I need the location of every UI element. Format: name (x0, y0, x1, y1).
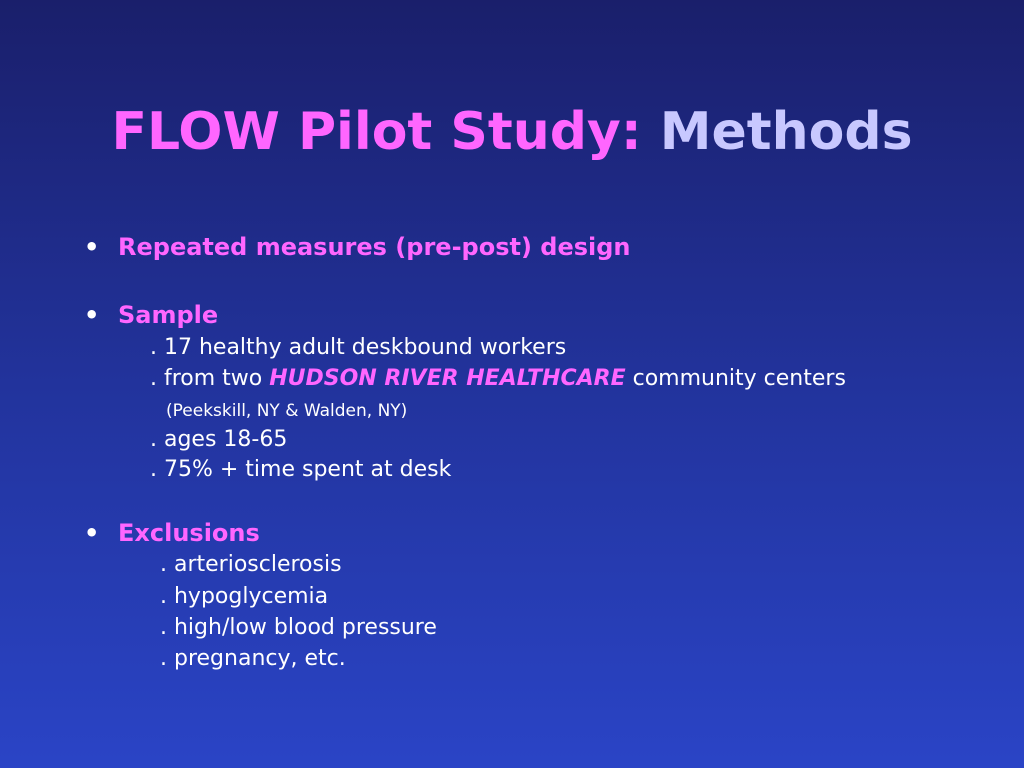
title-sub: Methods (659, 102, 913, 162)
bullet-sample-label: Sample (118, 301, 219, 329)
sample-item-desk-time: . 75% + time spent at desk (150, 457, 452, 482)
sample-locations: (Peekskill, NY & Walden, NY) (166, 401, 408, 421)
slide-title (0, 96, 1024, 168)
org-name: HUDSON RIVER HEALTHCARE (269, 366, 626, 391)
exclusion-item-blood-pressure: . high/low blood pressure (160, 615, 437, 640)
sample-from-two: . from two (150, 366, 263, 391)
exclusion-item-pregnancy: . pregnancy, etc. (160, 646, 346, 671)
sample-item-centers (150, 364, 846, 394)
bullet-dot: • (84, 233, 100, 261)
sample-item-workers: . 17 healthy adult deskbound workers (150, 335, 567, 360)
bullet-exclusions-label: Exclusions (118, 519, 260, 547)
bullet-dot: • (84, 301, 100, 329)
bullet-dot: • (84, 519, 100, 547)
title-main: FLOW Pilot Study: (111, 102, 642, 162)
sample-community-centers: community centers (632, 366, 846, 391)
exclusion-item-hypoglycemia: . hypoglycemia (160, 584, 329, 609)
bullet-design-label: Repeated measures (pre-post) design (118, 233, 631, 261)
bullet-sample (84, 300, 218, 330)
bullet-exclusions (84, 518, 260, 548)
sample-item-ages: . ages 18-65 (150, 427, 288, 452)
exclusion-item-arteriosclerosis: . arteriosclerosis (160, 552, 342, 577)
bullet-design (84, 232, 631, 262)
